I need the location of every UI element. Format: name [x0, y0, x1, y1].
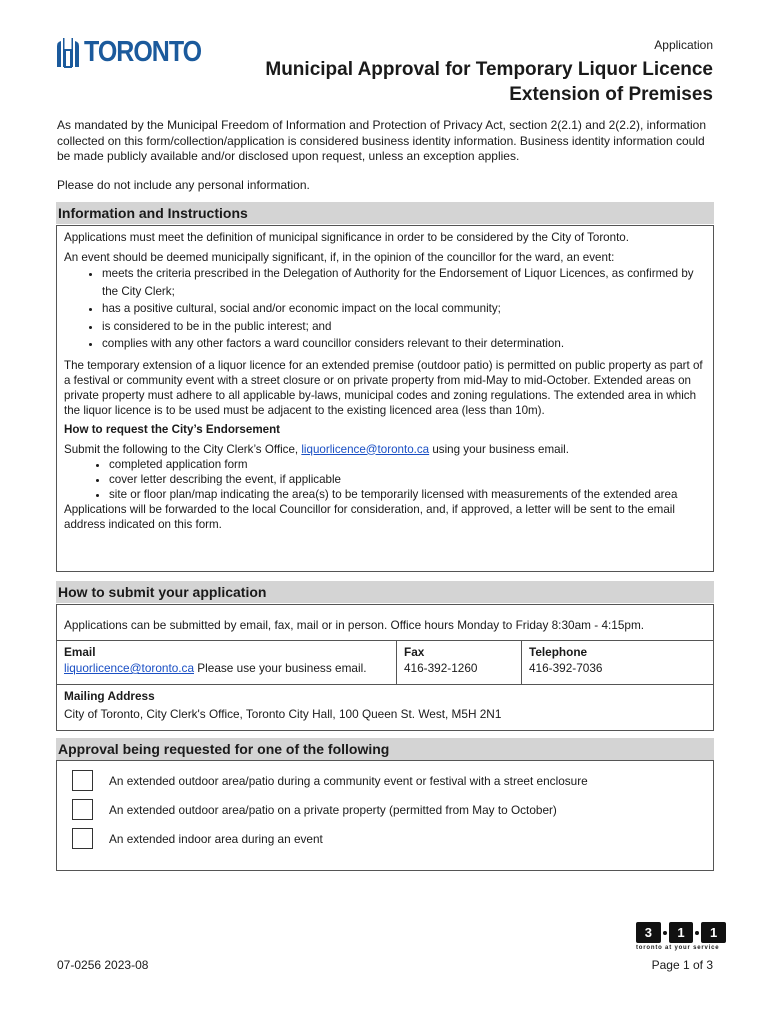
logo-wordmark: TORONTO — [84, 35, 202, 68]
city-hall-icon — [55, 36, 81, 68]
approval-option-label: An extended outdoor area/patio during a community event or festival with a street enclosure — [109, 773, 588, 788]
page-title — [153, 57, 713, 107]
311-logo — [636, 922, 726, 951]
personal-info-notice: Please do not include any personal information. — [57, 178, 310, 192]
311-keys — [636, 922, 726, 943]
telephone-label: Telephone — [529, 645, 588, 659]
approval-option-label: An extended outdoor area/patio on a private property (permitted from May to October) — [109, 802, 557, 817]
page-number: Page 1 of 3 — [651, 958, 713, 972]
criteria-item: • meets the criteria prescribed in the Delegation of Authority for the Endorsement of Liquor Licences, as confirmed by the City Clerk; — [102, 265, 706, 300]
criteria-item: • complies with any other factors a ward councillor considers relevant to their determination. — [102, 335, 706, 353]
criteria-item: • is considered to be in the public interest; and — [102, 318, 706, 336]
logo-dot — [663, 931, 667, 935]
approval-option — [57, 795, 713, 824]
contact-row — [57, 641, 713, 685]
endorsement-heading: How to request the City’s Endorsement — [64, 422, 281, 436]
mailing-address-cell — [57, 685, 713, 725]
info-paragraph-4: Applications will be forwarded to the local Councillor for consideration, and, if approved, a letter will be sent to the email address indicated on this form. — [64, 502, 675, 531]
311-key: 1 — [669, 922, 694, 943]
submit-email-link[interactable]: liquorlicence@toronto.ca — [64, 661, 195, 675]
approval-checkbox-indoor[interactable] — [72, 828, 93, 849]
telephone-number: 416-392-7036 — [529, 661, 603, 675]
311-key: 1 — [701, 922, 726, 943]
submit-intro-text: Applications can be submitted by email, fax, mail or in person. Office hours Monday to Friday 8:30am - 4:15pm. — [57, 605, 713, 641]
mailing-address: City of Toronto, City Clerk's Office, Toronto City Hall, 100 Queen St. West, M5H 2N1 — [64, 707, 502, 721]
approval-section-heading: Approval being requested for one of the following — [56, 738, 714, 760]
info-paragraph-2: An event should be deemed municipally significant, if, in the opinion of the councillor for the ward, an event: — [64, 251, 615, 264]
privacy-notice: As mandated by the Municipal Freedom of Information and Protection of Privacy Act, section 2(2.1) and 2(2.2), information collected on this form/collection/application is considered business identity information. Business identity information could be made publicly available and/or disclosed upon request, unless an exception applies. — [57, 118, 706, 163]
info-paragraph-1: Applications must meet the definition of municipal significance in order to be considered by the City of Toronto. — [64, 231, 629, 244]
title-line-1: Municipal Approval for Temporary Liquor Licence — [265, 59, 713, 80]
approval-section — [56, 760, 714, 871]
submit-instruction-post: using your business email. — [429, 442, 569, 456]
email-cell — [57, 641, 396, 684]
fax-cell — [396, 641, 521, 684]
approval-checkbox-street-event[interactable] — [72, 770, 93, 791]
clerk-email-link[interactable]: liquorlicence@toronto.ca — [301, 442, 430, 456]
fax-label: Fax — [404, 645, 425, 659]
logo-dot — [695, 931, 699, 935]
311-key: 3 — [636, 922, 661, 943]
submit-instruction-pre: Submit the following to the City Clerk’s Office, — [64, 442, 302, 456]
document-item: • site or floor plan/map indicating the area(s) to be temporarily licensed with measurements of the extended area — [109, 487, 706, 502]
title-line-2: Extension of Premises — [509, 84, 713, 105]
info-section — [56, 225, 714, 572]
info-paragraph-3: The temporary extension of a liquor licence for an extended premise (outdoor patio) is permitted on public property as part of a festival or community event with a street closure or on private property from mid-May to mid-October. Extended areas on private property must adhere to all applicable by-laws, municipal codes and zoning regulations. The extended area in which the liquor licence is to be used must be adjacent to the existing licenced area (less than 10m). — [64, 358, 703, 417]
approval-option — [57, 824, 713, 853]
mailing-address-label: Mailing Address — [64, 689, 155, 703]
submit-instruction — [64, 442, 706, 457]
submit-section-heading: How to submit your application — [56, 581, 714, 603]
email-note: Please use your business email. — [194, 661, 367, 675]
criteria-list — [64, 265, 706, 353]
submit-section — [56, 604, 714, 731]
approval-option — [57, 766, 713, 795]
document-item: • completed application form — [109, 457, 706, 472]
criteria-item: • has a positive cultural, social and/or economic impact on the local community; — [102, 300, 706, 318]
approval-checkbox-private-property[interactable] — [72, 799, 93, 820]
document-item: • cover letter describing the event, if applicable — [109, 472, 706, 487]
form-code: 07-0256 2023-08 — [57, 958, 149, 972]
documents-list — [64, 457, 706, 502]
311-tagline: toronto at your service — [636, 945, 720, 951]
info-section-heading: Information and Instructions — [56, 202, 714, 224]
fax-number: 416-392-1260 — [404, 661, 478, 675]
email-label: Email — [64, 645, 96, 659]
telephone-cell — [521, 641, 713, 684]
form-type-label: Application — [654, 38, 713, 52]
approval-option-label: An extended indoor area during an event — [109, 831, 323, 846]
